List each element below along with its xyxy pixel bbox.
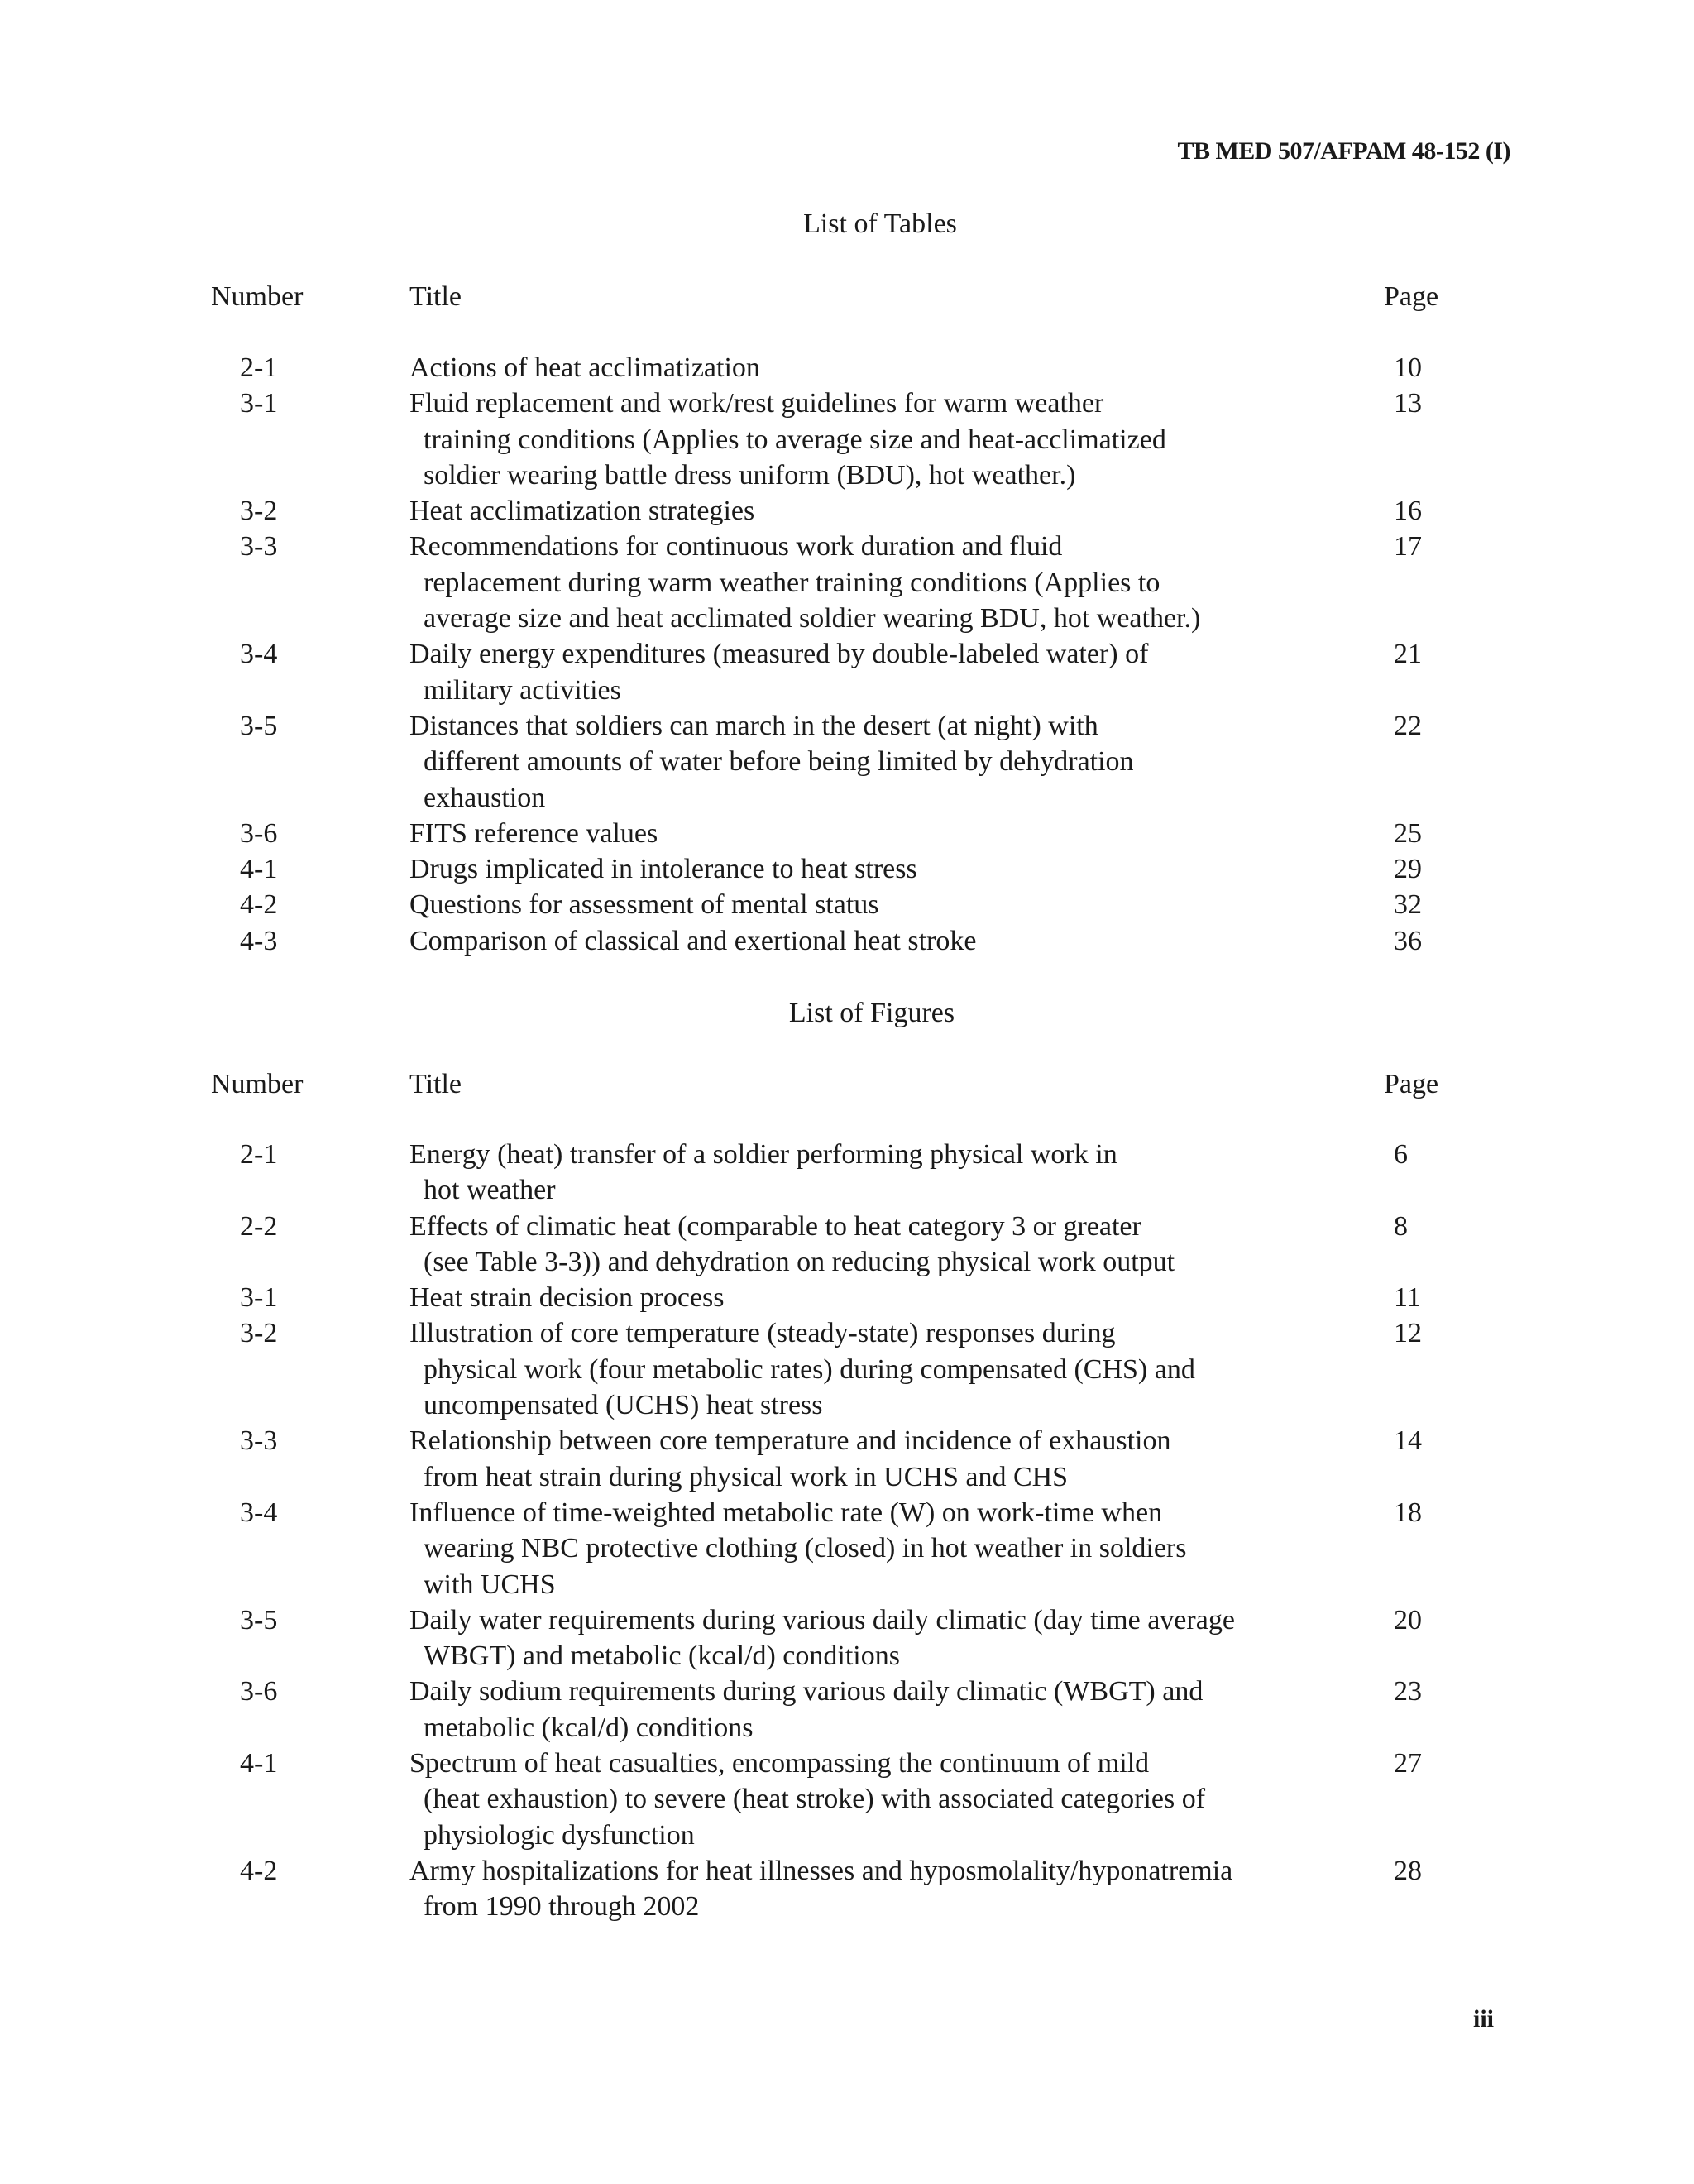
entry-number: 2-1: [240, 352, 278, 383]
entry-number: 3-3: [240, 531, 278, 563]
entry-title: [409, 887, 1402, 922]
entry-page: 16: [1394, 496, 1422, 527]
entry-title: [409, 1602, 1402, 1674]
list-entry: [0, 1495, 1694, 1602]
entry-title-line: Army hospitalizations for heat illnesses and hyposmolality/hyponatremia: [409, 1855, 1233, 1886]
entry-title-line: uncompensated (UCHS) heat stress: [424, 1390, 823, 1421]
entry-title-line: different amounts of water before being limited by dehydration: [424, 746, 1134, 778]
entry-number: 4-2: [240, 889, 278, 921]
entry-title: [409, 1137, 1402, 1209]
figures-header-number: Number: [211, 1069, 304, 1099]
list-entry: [0, 350, 1694, 386]
list-entry: [0, 1746, 1694, 1853]
list-entry: [0, 493, 1694, 529]
entry-page: 13: [1394, 388, 1422, 419]
entry-title-line: from heat strain during physical work in UCHS and CHS: [424, 1461, 1069, 1492]
entry-page: 25: [1394, 817, 1422, 849]
entry-title-line: Relationship between core temperature and incidence of exhaustion: [409, 1425, 1171, 1457]
entry-page: 28: [1394, 1855, 1422, 1886]
tables-section-title: List of Tables: [803, 208, 957, 239]
list-entry: [0, 1853, 1694, 1925]
tables-header-page: Page: [1384, 281, 1439, 312]
entry-title: [409, 708, 1402, 816]
entry-number: 4-1: [240, 1748, 278, 1779]
entry-title: [409, 816, 1402, 851]
entry-number: 3-4: [240, 1497, 278, 1528]
entry-title-line: military activities: [424, 674, 621, 706]
tables-list: [0, 350, 1694, 959]
entry-title-line: Comparison of classical and exertional heat stroke: [409, 925, 977, 956]
entry-page: 8: [1394, 1210, 1408, 1242]
entry-title-line: Spectrum of heat casualties, encompassing the continuum of mild: [409, 1748, 1150, 1779]
document-id: TB MED 507/AFPAM 48-152 (I): [1177, 137, 1510, 165]
entry-title-line: wearing NBC protective clothing (closed) in hot weather in soldiers: [424, 1533, 1187, 1564]
entry-title: [409, 493, 1402, 529]
entry-title: [409, 529, 1402, 636]
entry-title-line: hot weather: [424, 1175, 556, 1206]
entry-title: [409, 1423, 1402, 1495]
list-entry: [0, 1602, 1694, 1674]
list-entry: [0, 636, 1694, 708]
entry-title-line: Heat strain decision process: [409, 1282, 725, 1314]
entry-page: 11: [1394, 1282, 1421, 1314]
entry-title-line: Drugs implicated in intolerance to heat stress: [409, 854, 917, 885]
entry-number: 3-6: [240, 1676, 278, 1707]
entry-number: 3-3: [240, 1425, 278, 1457]
entry-number: 3-1: [240, 388, 278, 419]
entry-title: [409, 1853, 1402, 1925]
entry-number: 3-6: [240, 817, 278, 849]
list-entry: [0, 1423, 1694, 1495]
entry-title-line: (see Table 3-3)) and dehydration on reducing physical work output: [424, 1246, 1175, 1277]
entry-title-line: Recommendations for continuous work duration and fluid: [409, 531, 1063, 563]
entry-title: [409, 923, 1402, 959]
list-entry: [0, 1674, 1694, 1746]
entry-number: 4-3: [240, 925, 278, 956]
list-entry: [0, 923, 1694, 959]
entry-title-line: Questions for assessment of mental status: [409, 889, 879, 921]
entry-number: 3-1: [240, 1282, 278, 1314]
entry-title-line: physical work (four metabolic rates) during compensated (CHS) and: [424, 1353, 1195, 1385]
entry-title: [409, 1746, 1402, 1853]
entry-title-line: Daily energy expenditures (measured by double-labeled water) of: [409, 639, 1149, 670]
list-entry: [0, 386, 1694, 493]
entry-page: 32: [1394, 889, 1422, 921]
figures-section-title: List of Figures: [788, 998, 955, 1028]
entry-number: 3-2: [240, 1318, 278, 1349]
entry-title: [409, 386, 1402, 493]
list-entry: [0, 816, 1694, 851]
entry-number: 3-2: [240, 496, 278, 527]
entry-page: 22: [1394, 710, 1422, 741]
list-entry: [0, 1315, 1694, 1423]
entry-title: [409, 1674, 1402, 1746]
entry-number: 3-4: [240, 639, 278, 670]
entry-page: 10: [1394, 352, 1422, 383]
figures-header-title: Title: [409, 1069, 462, 1099]
entry-title-line: Fluid replacement and work/rest guidelines for warm weather: [409, 388, 1104, 419]
list-entry: [0, 708, 1694, 816]
entry-page: 21: [1394, 639, 1422, 670]
entry-title: [409, 350, 1402, 386]
list-entry: [0, 1209, 1694, 1281]
entry-title: [409, 1495, 1402, 1602]
entry-title-line: Energy (heat) transfer of a soldier performing physical work in: [409, 1139, 1117, 1170]
figures-list: [0, 1137, 1694, 1925]
entry-title-line: Illustration of core temperature (steady-state) responses during: [409, 1318, 1116, 1349]
entry-title-line: Daily sodium requirements during various daily climatic (WBGT) and: [409, 1676, 1204, 1707]
entry-title: [409, 1209, 1402, 1281]
entry-number: 2-1: [240, 1139, 278, 1170]
list-entry: [0, 887, 1694, 922]
entry-title-line: Effects of climatic heat (comparable to heat category 3 or greater: [409, 1210, 1141, 1242]
entry-title: [409, 1315, 1402, 1423]
page-number: iii: [1472, 2005, 1494, 2033]
entry-number: 4-2: [240, 1855, 278, 1886]
entry-title: [409, 636, 1402, 708]
list-entry: [0, 1137, 1694, 1209]
entry-title-line: physiologic dysfunction: [424, 1819, 695, 1851]
tables-header-number: Number: [211, 281, 304, 312]
entry-page: 14: [1394, 1425, 1422, 1457]
figures-header-page: Page: [1384, 1069, 1439, 1099]
entry-title-line: WBGT) and metabolic (kcal/d) conditions: [424, 1640, 900, 1672]
entry-title-line: average size and heat acclimated soldier wearing BDU, hot weather.): [424, 603, 1201, 635]
entry-page: 6: [1394, 1139, 1408, 1170]
entry-page: 29: [1394, 854, 1422, 885]
entry-page: 12: [1394, 1318, 1422, 1349]
entry-title: [409, 851, 1402, 887]
entry-title: [409, 1280, 1402, 1315]
entry-title-line: Actions of heat acclimatization: [409, 352, 760, 383]
entry-page: 18: [1394, 1497, 1422, 1528]
list-entry: [0, 1280, 1694, 1315]
entry-title-line: soldier wearing battle dress uniform (BDU), hot weather.): [424, 459, 1076, 491]
list-entry: [0, 851, 1694, 887]
entry-title-line: Influence of time-weighted metabolic rate (W) on work-time when: [409, 1497, 1163, 1528]
entry-page: 20: [1394, 1604, 1422, 1636]
entry-page: 17: [1394, 531, 1422, 563]
entry-number: 2-2: [240, 1210, 278, 1242]
entry-page: 36: [1394, 925, 1422, 956]
entry-title-line: from 1990 through 2002: [424, 1891, 700, 1923]
entry-title-line: FITS reference values: [409, 817, 658, 849]
entry-title-line: with UCHS: [424, 1569, 556, 1600]
entry-title-line: Daily water requirements during various daily climatic (day time average: [409, 1604, 1235, 1636]
entry-number: 3-5: [240, 710, 278, 741]
entry-page: 23: [1394, 1676, 1422, 1707]
entry-title-line: replacement during warm weather training conditions (Applies to: [424, 567, 1160, 598]
entry-number: 3-5: [240, 1604, 278, 1636]
entry-title-line: metabolic (kcal/d) conditions: [424, 1712, 754, 1743]
entry-page: 27: [1394, 1748, 1422, 1779]
entry-title-line: Heat acclimatization strategies: [409, 496, 755, 527]
entry-number: 4-1: [240, 854, 278, 885]
tables-header-title: Title: [409, 281, 462, 312]
list-entry: [0, 529, 1694, 636]
entry-title-line: Distances that soldiers can march in the desert (at night) with: [409, 710, 1098, 741]
entry-title-line: (heat exhaustion) to severe (heat stroke) with associated categories of: [424, 1784, 1206, 1815]
entry-title-line: training conditions (Applies to average size and heat-acclimatized: [424, 424, 1166, 455]
entry-title-line: exhaustion: [424, 782, 546, 813]
